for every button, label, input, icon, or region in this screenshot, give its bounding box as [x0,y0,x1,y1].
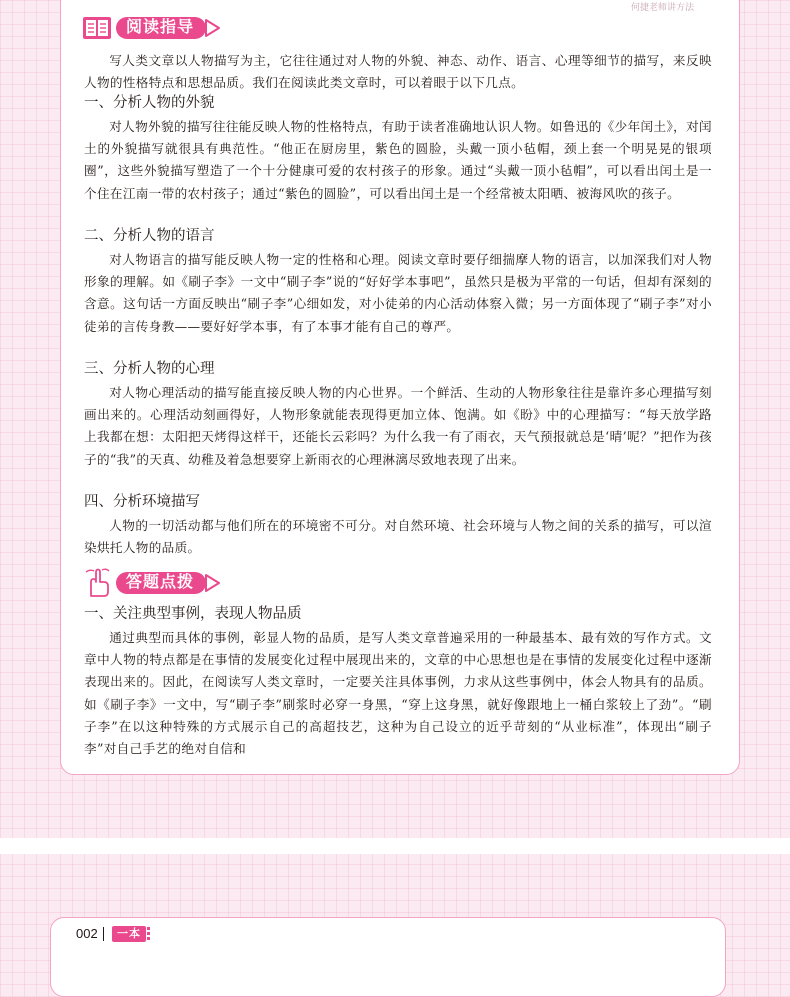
paragraph-typical-events: 通过典型而具体的事例，彰显人物的品质，是写人类文章普遍采用的一种最基本、最有效的写作方式。文章中人物的特点都是在事情的发展变化过程中展现出来的，文章的中心思想也是在事情的发展变化过程中逐渐表现出来的。因此，在阅读写人类文章时，一定要关注具体事例，力求从这些事例中，体会人物具有的品质。如《刷子李》一文中，写“刷子李”刷浆时必穿一身黑，“穿上这身黑，就好像跟地上一桶白浆较上了劲”。“刷子李”在以这种特殊的方式展示自己的高超技艺，这种为自己设立的近乎苛刻的“从业标准”，体现出“刷子李”对自己手艺的绝对自信和 [84,630,712,757]
paragraph-language: 对人物语言的描写能反映人物一定的性格和心理。阅读文章时要仔细揣摩人物的语言，以加深我们对人物形象的理解。如《刷子李》一文中“刷子李”说的“好好学本事吧”，虽然只是极为平常的一句话，但却有深刻的含意。这句话一方面反映出“刷子李”心细如发，对小徒弟的内心活动体察入微；另一方面体现了“刷子李”对小徒弟的言传身教——要好好学本事，有了本事才能有自己的尊严。 [84,252,712,334]
cut-off-text-line [82,955,382,961]
paragraph-appearance: 对人物外貌的描写往往能反映人物的性格特点，有助于读者准确地认识人物。如鲁迅的《少年闰土》，对闰土的外貌描写就很具有典范性。“他正在厨房里，紫色的圆脸，头戴一顶小毡帽，颈上套一个明晃晃的银项圈”，这些外貌描写塑造了一个十分健康可爱的农村孩子的形象。通过“头戴一顶小毡帽”，可以看出闰土是一个住在江南一带的农村孩子；通过“紫色的圆脸”，可以看出闰土是一个经常被太阳晒、被海风吹的孩子。 [84,119,712,201]
arrow-right-icon [204,17,222,39]
heading-psychology: 三、分析人物的心理 [84,361,215,377]
paragraph-psychology: 对人物心理活动的描写能直接反映人物的内心世界。一个鲜活、生动的人物形象往往是靠许多心理描写刻画出来的。心理活动刻画得好，人物形象就能表现得更加立体、饱满。如《盼》中的心理描写：“每天放学路上我都在想：太阳把天烤得这样干，还能长云彩吗？为什么我一有了雨衣，天气预报就总是‘晴’呢？”把作为孩子的“我”的天真、幼稚及着急想要穿上新雨衣的心理淋漓尽致地表现了出来。 [84,385,712,467]
page-number: 002 [76,926,98,941]
logo-dots [147,927,151,941]
reading-guide-tag: 阅读指导 [116,17,206,39]
page-number-divider [103,927,104,941]
book-icon [82,15,112,41]
intro-paragraph: 写人类文章以人物描写为主，它往往通过对人物的外貌、神态、动作、语言、心理等细节的描写，来反映人物的性格特点和思想品质。我们在阅读此类文章时，可以着眼于以下几点。 [84,53,712,91]
brand-logo: 一本 [112,926,146,942]
page-gap [0,838,790,854]
heading-environment: 四、分析环境描写 [84,494,200,510]
running-head: 何捷老师讲方法 [630,2,694,12]
reading-guide-header [82,15,222,41]
answer-tips-header [82,570,222,596]
answer-tips-tag: 答题点拨 [116,572,206,594]
arrow-right-icon [204,572,222,594]
heading-language: 二、分析人物的语言 [84,228,215,244]
paragraph-environment: 人物的一切活动都与他们所在的环境密不可分。对自然环境、社会环境与人物之间的关系的描写，可以渲染烘托人物的品质。 [84,518,712,556]
pointing-hand-icon [82,568,112,598]
heading-appearance: 一、分析人物的外貌 [84,95,215,111]
heading-typical-events: 一、关注典型事例，表现人物品质 [84,606,302,622]
